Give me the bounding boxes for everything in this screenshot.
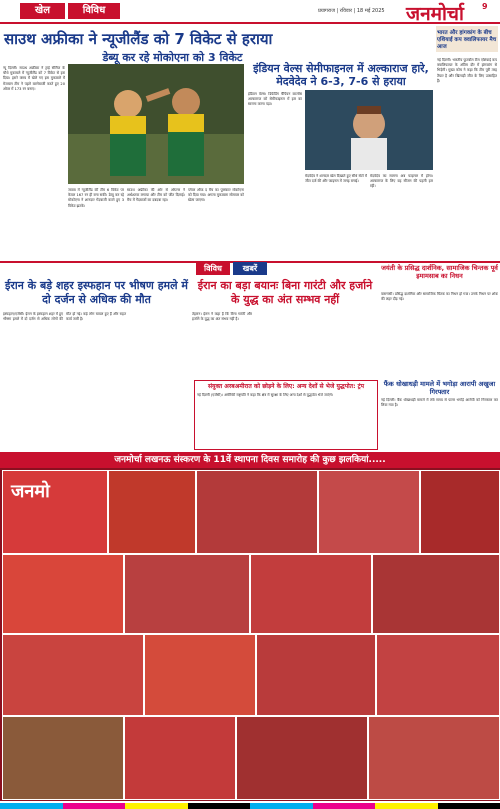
gallery-photo-15 xyxy=(124,716,236,800)
sports-column-1: न्यू दिल्ली। साउथ अफ्रीका ने ट्राई सीरीज के चौथे मुकाबले में न्यूजीलैंड को 7 विकेट से हरा दिया। हरारे क्लब में खेले गए इस मुकाबले में मेजबान टीम ने पहले बल्लेबाजी करते हुए 20 ओवर में 173 रन बनाए। xyxy=(3,66,65,91)
gallery-photo-11 xyxy=(144,634,256,716)
gallery-photo-7 xyxy=(124,554,250,634)
side-text: नई दिल्ली। भारतीय फुटबॉल टीम एशियाई कप क्वालिफायर के अंतिम दौर में हांगकांग से भिड़ेगी। मुख्य कोच ने कहा कि टीम पूरी तरह तैयार है और खिलाड़ी जीत के लिए उत्साहित हैं। xyxy=(437,58,497,83)
trump-box xyxy=(194,380,378,450)
fraud-text: नई दिल्ली। बैंक धोखाधड़ी मामले में लंबे समय से फरार भगोड़े आरोपी को गिरफ्तार कर लिया गया है। xyxy=(381,398,498,408)
tennis-column-3: मेदवेदेव का सामना अब फाइनल में होगा। अल्काराज के लिए यह सीजन की पहली हार रही। xyxy=(370,174,433,189)
gallery-photo-12 xyxy=(256,634,376,716)
iran-headline-1: ईरान के बड़े शहर इस्फहान पर भीषण हमले में दो दर्जन से अधिक की मौत xyxy=(5,279,188,306)
photo-gallery xyxy=(0,468,500,801)
sports-subhead: डेब्यू कर रहे मोकोएना को 3 विकेट xyxy=(102,51,243,64)
gallery-banner: जनमोर्चा लखनऊ संस्करण के 11वें स्थापना दिवस समारोह की कुछ झलकियां..... xyxy=(0,452,500,468)
section-tag-news[interactable]: खबरें xyxy=(233,262,267,275)
gallery-photo-14 xyxy=(2,716,124,800)
gallery-photo-4 xyxy=(318,470,420,554)
color-registration-strip xyxy=(0,803,500,809)
date-line: प्रयागराज | रविवार | 18 मई 2025 xyxy=(318,8,385,14)
side-headline: भारत और हांगकांग के बीच एशियाई कप क्वालिफायर मैच आज xyxy=(437,30,497,50)
page-number: 9 xyxy=(482,2,488,11)
gallery-photo-10 xyxy=(2,634,144,716)
gallery-photo-5 xyxy=(420,470,500,554)
gallery-photo-3 xyxy=(196,470,318,554)
tennis-photo xyxy=(305,90,433,170)
section-tab-sports[interactable]: खेल xyxy=(20,3,65,19)
sports-column-3: साउथ अफ्रीका की ओर से ओपनर ने अर्धशतक लगाया और टीम को जीत दिलाई। मैच में गेंदबाजों का दबदबा रहा। xyxy=(127,188,185,203)
trump-box-text: नई दिल्ली (एजेंसी)। अमेरिकी राष्ट्रपति ने कहा कि क्षेत्र में सुरक्षा के लिए अन्य देशों से युद्धपोत भेजे जाएंगे। xyxy=(197,393,334,397)
gallery-photo-16 xyxy=(236,716,368,800)
sports-column-2: जवाब में न्यूजीलैंड की टीम 6 विकेट पर केवल 167 रन ही बना सकी। डेब्यू कर रहे मोकोएना ने शानदार गेंदबाजी करते हुए 3 विकेट झटके। xyxy=(68,188,124,208)
iran-text-2: तेहरान। ईरान ने कहा है कि बिना गारंटी और हर्जाने के युद्ध का अंत संभव नहीं है। xyxy=(192,312,252,322)
gallery-photo-9 xyxy=(372,554,500,634)
gallery-photo-13 xyxy=(376,634,500,716)
gallery-photo-17 xyxy=(368,716,500,800)
trump-box-title: संयुक्त अरबअमीरात को छोड़ने के लिए: अन्य देशों से भेजे युद्धपोत: ट्रंप xyxy=(207,383,365,390)
fraud-headline: फैंक धोखाधड़ी मामले में भगोड़ा आरापी अखुजा गिरफ्तार xyxy=(383,380,496,396)
obituary-text: वाराणसी। प्रसिद्ध दार्शनिक और सामाजिक चिंतक का निधन हो गया। उनके निधन पर शोक की लहर दौड़ गई। xyxy=(381,292,498,302)
gallery-photo-6 xyxy=(2,554,124,634)
gallery-photo-1 xyxy=(2,470,108,554)
obituary-headline: जयंती के प्रसिद्ध दार्शनिक, सामाजिक चिन्तक पूर्व इमामसाब का निधन xyxy=(381,264,498,280)
tennis-column-2: मेदवेदेव ने शानदार खेल दिखाते हुए सीधे सेटों में जीत दर्ज की और फाइनल में जगह बनाई। xyxy=(305,174,367,184)
section-tab-misc[interactable]: विविध xyxy=(68,3,120,19)
masthead: जनमोर्चा xyxy=(406,3,464,25)
cricket-photo xyxy=(68,64,244,184)
gallery-photo-2 xyxy=(108,470,196,554)
backdrop-text: जनमो xyxy=(11,481,50,502)
iran-text-1: इस्फहान/एजेंसी। ईरान के इस्फहान शहर में हुए भीषण हमले में दो दर्जन से अधिक लोगों की मौत हो गई। कई लोग घायल हुए हैं और राहत कार्य जारी है। xyxy=(3,312,126,322)
sports-column-4: प्लेयर ऑफ द मैच का पुरस्कार मोकोएना को दिया गया। अगला मुकाबला सोमवार को खेला जाएगा। xyxy=(188,188,244,203)
sports-headline: साउथ अफ्रीका ने न्यूजीलैंड को 7 विकेट से हराया xyxy=(4,30,273,48)
section-tag-misc[interactable]: विविध xyxy=(196,262,230,275)
tennis-headline: इंडियन वेल्स सेमीफाइनल में अल्काराज हारे, मेदवेदेव ने 6-3, 7-6 से हराया xyxy=(253,62,429,88)
gallery-photo-8 xyxy=(250,554,372,634)
tennis-column-1: इंडियन वेल्स। डिफेंडिंग चैंपियन कार्लोस अल्काराज को सेमीफाइनल में हार का सामना करना पड़ा। xyxy=(248,92,302,107)
iran-headline-2: ईरान का बड़ा बयानः बिना गारंटी और हर्जाने के युद्ध का अंत सम्भव नहीं xyxy=(197,279,373,306)
